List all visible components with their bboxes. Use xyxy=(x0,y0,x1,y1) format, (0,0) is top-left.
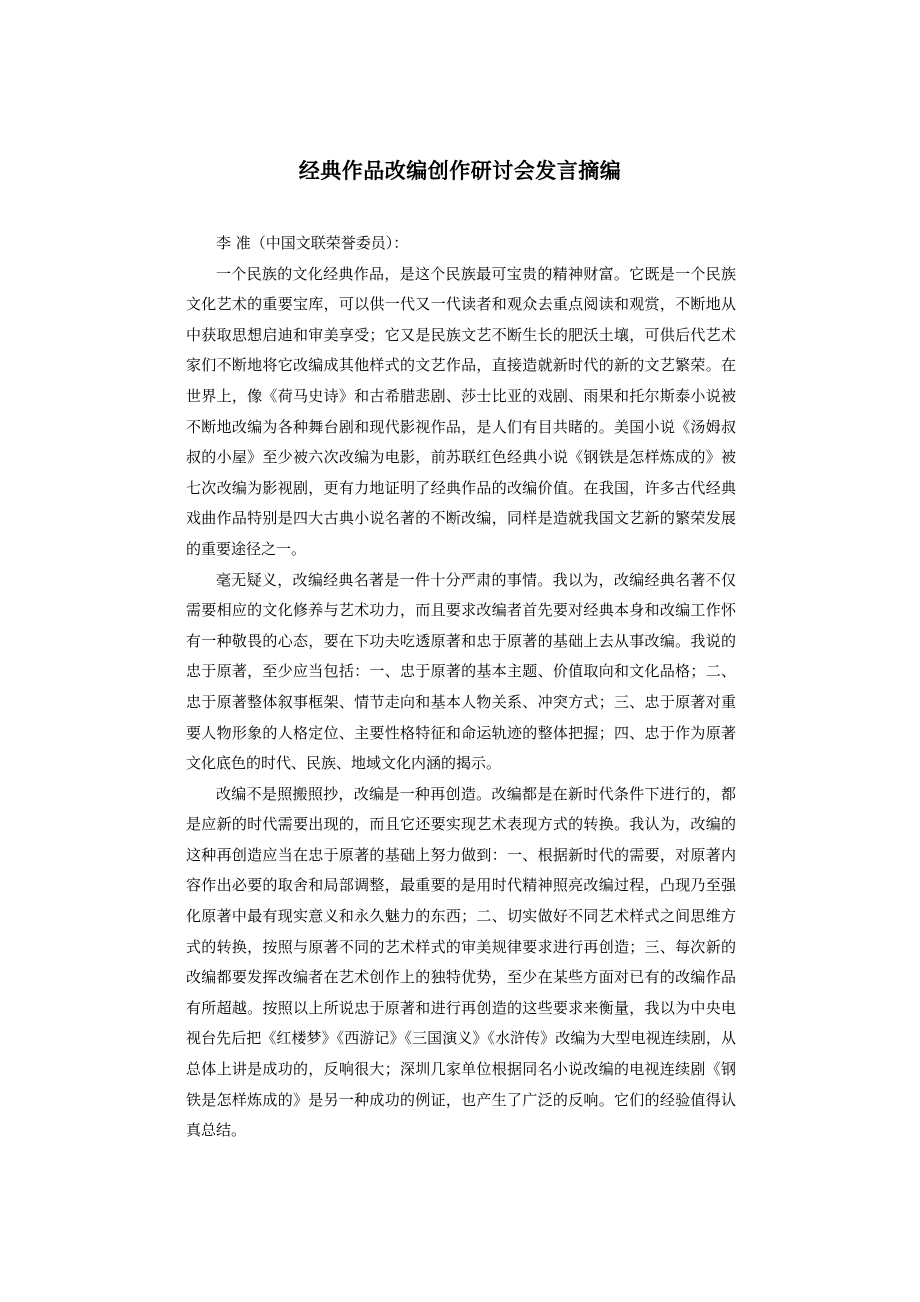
paragraph-1: 一个民族的文化经典作品，是这个民族最可宝贵的精神财富。它既是一个民族文化艺术的重要宝库，可以供一代又一代读者和观众去重点阅读和观赏，不断地从中获取思想启迪和审美享受；它又是民族文艺不断生长的肥沃土壤，可供后代艺术家们不断地将它改编成其他样式的文艺作品，直接造就新时代的新的文艺繁荣。在世界上，像《荷马史诗》和古希腊悲剧、莎士比亚的戏剧、雨果和托尔斯泰小说被不断地改编为各种舞台剧和现代影视作品，是人们有目共睹的。美国小说《汤姆叔叔的小屋》至少被六次改编为电影，前苏联红色经典小说《钢铁是怎样炼成的》被七次改编为影视剧，更有力地证明了经典作品的改编价值。在我国，许多古代经典戏曲作品特别是四大古典小说名著的不断改编，同样是造就我国文艺新的繁荣发展的重要途径之一。 xyxy=(186,264,736,558)
paragraph-2: 毫无疑义，改编经典名著是一件十分严肃的事情。我以为，改编经典名著不仅需要相应的文化修养与艺术功力，而且要求改编者首先要对经典本身和改编工作怀有一种敬畏的心态，要在下功夫吃透原著和忠于原著的基础上去从事改编。我说的忠于原著，至少应当包括：一、忠于原著的基本主题、价值取向和文化品格；二、忠于原著整体叙事框架、情节走向和基本人物关系、冲突方式；三、忠于原著对重要人物形象的人格定位、主要性格特征和命运轨迹的整体把握；四、忠于作为原著文化底色的时代、民族、地域文化内涵的揭示。 xyxy=(186,570,736,773)
document-body xyxy=(186,228,736,1146)
speaker-line: 李 准（中国文联荣誉委员）： xyxy=(216,234,409,252)
paragraph-3: 改编不是照搬照抄，改编是一种再创造。改编都是在新时代条件下进行的，都是应新的时代需要出现的，而且它还要实现艺术表现方式的转换。我认为，改编的这种再创造应当在忠于原著的基础上努力做到：一、根据新时代的需要，对原著内容作出必要的取舍和局部调整，最重要的是用时代精神照亮改编过程，凸现乃至强化原著中最有现实意义和永久魅力的东西；二、切实做好不同艺术样式之间思维方式的转换，按照与原著不同的艺术样式的审美规律要求进行再创造；三、每次新的改编都要发挥改编者在艺术创作上的独特优势，至少在某些方面对已有的改编作品有所超越。按照以上所说忠于原著和进行再创造的这些要求来衡量，我以为中央电视台先后把《红楼梦》《西游记》《三国演义》《水浒传》改编为大型电视连续剧，从总体上讲是成功的，反响很大；深圳几家单位根据同名小说改编的电视连续剧《钢铁是怎样炼成的》是另一种成功的例证，也产生了广泛的反响。它们的经验值得认真总结。 xyxy=(186,784,736,1140)
document-title: 经典作品改编创作研讨会发言摘编 xyxy=(298,159,622,183)
